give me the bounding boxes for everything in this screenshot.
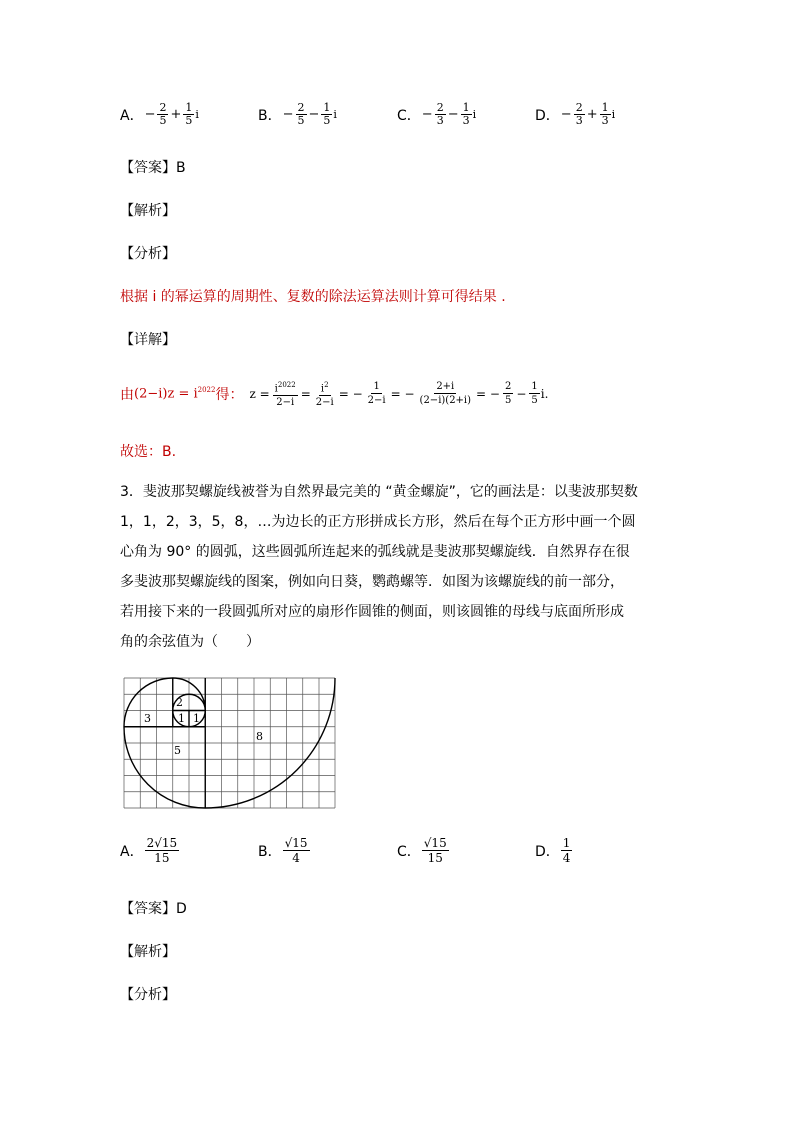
q3-line: 多斐波那契螺旋线的图案，例如向日葵，鹦鹉螺等．如图为该螺旋线的前一部分， [120,574,624,590]
denominator: 15 [427,851,443,865]
fraction [296,102,307,127]
denominator: 5 [504,395,512,407]
sign: + [586,107,598,122]
option-letter: A． [120,843,144,860]
denominator: 5 [531,395,538,407]
denominator: 15 [154,851,170,865]
q3-question [120,477,680,657]
numerator: √15 [284,836,308,850]
sign: − [144,107,156,122]
fraction [418,380,473,407]
numerator [273,379,298,396]
numerator: 2 [575,101,583,114]
exponent: 2022 [197,386,216,395]
equals-minus: = − [390,386,415,401]
numerator: 2 [159,101,167,114]
formula-de: 得： [215,387,244,403]
q3-option-c [397,836,450,865]
q3-line: 角的余弦值为（ ） [120,634,260,650]
fraction [283,836,310,865]
z-equals: z = [249,386,270,401]
fraction [422,836,449,865]
denominator: 3 [462,114,470,127]
numerator: 1 [373,381,380,393]
denominator: (2−i)(2+i) [419,395,472,407]
numerator [319,379,331,396]
q2-conclusion: 故选：B. [120,444,177,460]
exponent: 2 [324,380,329,389]
formula-equation [134,386,215,401]
q3-line: 3．斐波那契螺旋线被誉为自然界最完美的 “黄金螺旋”，它的画法是：以斐波那契数 [120,484,638,500]
grid-lines [124,678,335,808]
q2-option-b [258,102,337,127]
denominator: 2−i [315,397,334,409]
imaginary-unit: i [195,108,199,121]
imaginary-unit: i [472,108,477,121]
denominator: 4 [292,851,300,865]
denominator: 3 [436,114,444,127]
option-letter: B． [258,843,282,860]
numerator: 1 [531,381,538,393]
q2-detail-formula [120,376,548,412]
numerator: 2√15 [146,836,178,850]
fraction [157,102,168,127]
label-1a: 1 [178,712,185,725]
answer-value: B [176,160,186,176]
sign: − [447,107,459,122]
fraction [145,836,180,865]
q3-fenxi-tag: 【分析】 [120,987,176,1003]
sign: − [421,107,433,122]
q3-option-b [258,836,311,865]
denominator: 5 [159,114,167,127]
option-letter: D． [535,107,560,124]
fraction [273,379,298,409]
denominator: 3 [575,114,583,127]
q2-fenxi-text: 根据 i 的幂运算的周期性、复数的除法运算法则计算可得结果 . [120,289,506,305]
label-2: 2 [176,696,183,709]
equals: = [300,386,311,401]
q3-analysis-tag: 【解析】 [120,944,176,960]
imaginary-unit: i [611,108,616,121]
denominator: 5 [297,114,305,127]
q2-fenxi-tag: 【分析】 [120,246,176,262]
q3-option-d [535,836,573,865]
sign: − [282,107,294,122]
q2-option-c [397,102,476,127]
formula-chain [249,379,548,409]
option-letter: C． [397,843,421,860]
fraction [183,102,194,127]
denominator: 4 [562,851,571,865]
numerator: 1 [601,101,609,114]
imaginary-unit: i. [540,386,549,401]
fraction [366,380,388,407]
numerator: √15 [423,836,447,850]
fraction [461,102,472,127]
fraction [600,102,611,127]
sign: − [308,107,320,122]
fraction [574,102,585,127]
equals-minus: = − [476,386,500,401]
q3-options-row [120,836,680,872]
denominator: 5 [323,114,331,127]
q3-line: 若用接下来的一段圆弧所对应的扇形作圆锥的侧面，则该圆锥的母线与底面所形成 [120,604,624,620]
imaginary-unit: i [333,108,337,121]
numerator: 2 [297,101,305,114]
minus: − [516,386,527,401]
q3-answer [120,898,187,918]
q2-answer [120,157,186,177]
fraction [435,102,446,127]
q3-option-a [120,836,180,865]
q3-line: 1，1，2，3，5，8，…为边长的正方形拼成长方形，然后在每个正方形中画一个圆 [120,514,636,530]
sign: + [170,107,182,122]
answer-tag: 【答案】 [120,901,176,917]
label-1b: 1 [193,712,200,725]
fraction [529,380,539,407]
denominator: 5 [185,114,193,127]
fraction [561,836,573,865]
option-letter: D． [535,843,560,860]
option-letter: A． [120,107,144,124]
q2-detail-tag: 【详解】 [120,332,176,348]
q2-analysis-tag: 【解析】 [120,203,176,219]
denominator: 3 [601,114,609,127]
q3-line: 心角为 90° 的圆弧，这些圆弧所连起来的弧线就是斐波那契螺旋线．自然界存在很 [120,544,630,560]
q2-options-row [120,102,680,132]
option-letter: B． [258,107,282,124]
label-5: 5 [174,744,181,757]
q2-option-d [535,102,615,127]
option-letter: C． [397,107,421,124]
numerator: 1 [323,101,331,114]
equation-lhs: (2−i)z = i [134,386,198,402]
fibonacci-spiral-figure [122,676,336,810]
label-3: 3 [144,712,151,725]
q2-option-a [120,102,199,127]
numerator-base: i [274,383,278,395]
answer-tag: 【答案】 [120,160,176,176]
fraction [503,380,513,407]
answer-value: D [176,901,187,917]
denominator: 2−i [276,397,295,409]
exponent: 2022 [277,380,296,389]
numerator: 2+i [436,381,455,393]
numerator-base: i [320,383,325,395]
fraction [314,379,336,409]
equals-minus: = − [338,386,363,401]
denominator: 2−i [367,395,386,407]
fraction [321,102,332,127]
formula-prefix: 由 [120,387,134,403]
numerator: 1 [562,836,571,850]
numerator: 1 [185,101,193,114]
numerator: 2 [436,101,444,114]
numerator: 2 [504,381,512,393]
sign: − [560,107,572,122]
label-8: 8 [256,730,263,743]
numerator: 1 [462,101,470,114]
